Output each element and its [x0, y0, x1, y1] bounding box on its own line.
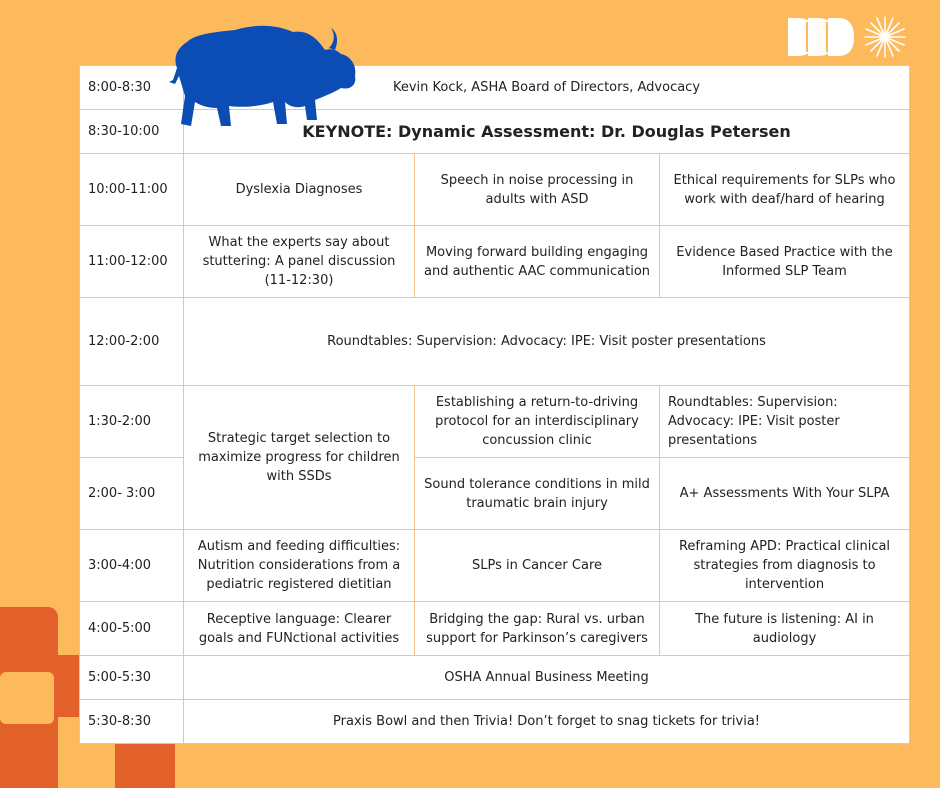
table-row — [80, 700, 910, 744]
time-cell: 8:30-10:00 — [80, 110, 184, 154]
time-cell: 1:30-2:00 — [80, 386, 184, 458]
session-cell: What the experts say about stuttering: A panel discussion (11-12:30) — [184, 226, 415, 298]
time-cell: 10:00-11:00 — [80, 154, 184, 226]
table-row — [80, 602, 910, 656]
triple-d-logo-icon — [786, 16, 856, 58]
session-cell: The future is listening: AI in audiology — [660, 602, 910, 656]
table-row — [80, 386, 910, 458]
time-cell: 3:00-4:00 — [80, 530, 184, 602]
session-cell: Receptive language: Clearer goals and FUNctional activities — [184, 602, 415, 656]
schedule-table — [79, 65, 910, 744]
time-cell: 5:30-8:30 — [80, 700, 184, 744]
session-cell: Bridging the gap: Rural vs. urban support for Parkinson’s caregivers — [415, 602, 660, 656]
session-cell: OSHA Annual Business Meeting — [184, 656, 910, 700]
session-cell: Roundtables: Supervision: Advocacy: IPE: Visit poster presentations — [184, 298, 910, 386]
time-cell: 12:00-2:00 — [80, 298, 184, 386]
session-cell: Strategic target selection to maximize progress for children with SSDs — [184, 386, 415, 530]
decor-block — [0, 672, 54, 724]
session-cell: Reframing APD: Practical clinical strategies from diagnosis to intervention — [660, 530, 910, 602]
table-row — [80, 656, 910, 700]
time-cell: 5:00-5:30 — [80, 656, 184, 700]
table-row — [80, 226, 910, 298]
bison-logo-icon — [165, 10, 360, 135]
session-cell: Establishing a return-to-driving protocol for an interdisciplinary concussion clinic — [415, 386, 660, 458]
time-cell: 11:00-12:00 — [80, 226, 184, 298]
session-cell: A+ Assessments With Your SLPA — [660, 458, 910, 530]
table-row — [80, 154, 910, 226]
time-cell: 8:00-8:30 — [80, 66, 184, 110]
session-cell: SLPs in Cancer Care — [415, 530, 660, 602]
keynote-cell: KEYNOTE: Dynamic Assessment: Dr. Douglas Petersen — [184, 110, 910, 154]
session-cell: Moving forward building engaging and authentic AAC communication — [415, 226, 660, 298]
session-cell: Evidence Based Practice with the Informed SLP Team — [660, 226, 910, 298]
table-row — [80, 298, 910, 386]
session-cell: Kevin Kock, ASHA Board of Directors, Advocacy — [184, 66, 910, 110]
session-cell: Roundtables: Supervision: Advocacy: IPE: Visit poster presentations — [660, 386, 910, 458]
time-cell: 2:00- 3:00 — [80, 458, 184, 530]
sparkle-icon — [862, 14, 908, 60]
session-cell: Ethical requirements for SLPs who work with deaf/hard of hearing — [660, 154, 910, 226]
time-cell: 4:00-5:00 — [80, 602, 184, 656]
session-cell: Dyslexia Diagnoses — [184, 154, 415, 226]
session-cell: Autism and feeding difficulties: Nutrition considerations from a pediatric registered dietitian — [184, 530, 415, 602]
session-cell: Praxis Bowl and then Trivia! Don’t forget to snag tickets for trivia! — [184, 700, 910, 744]
session-cell: Sound tolerance conditions in mild traumatic brain injury — [415, 458, 660, 530]
session-cell: Speech in noise processing in adults with ASD — [415, 154, 660, 226]
table-row — [80, 530, 910, 602]
